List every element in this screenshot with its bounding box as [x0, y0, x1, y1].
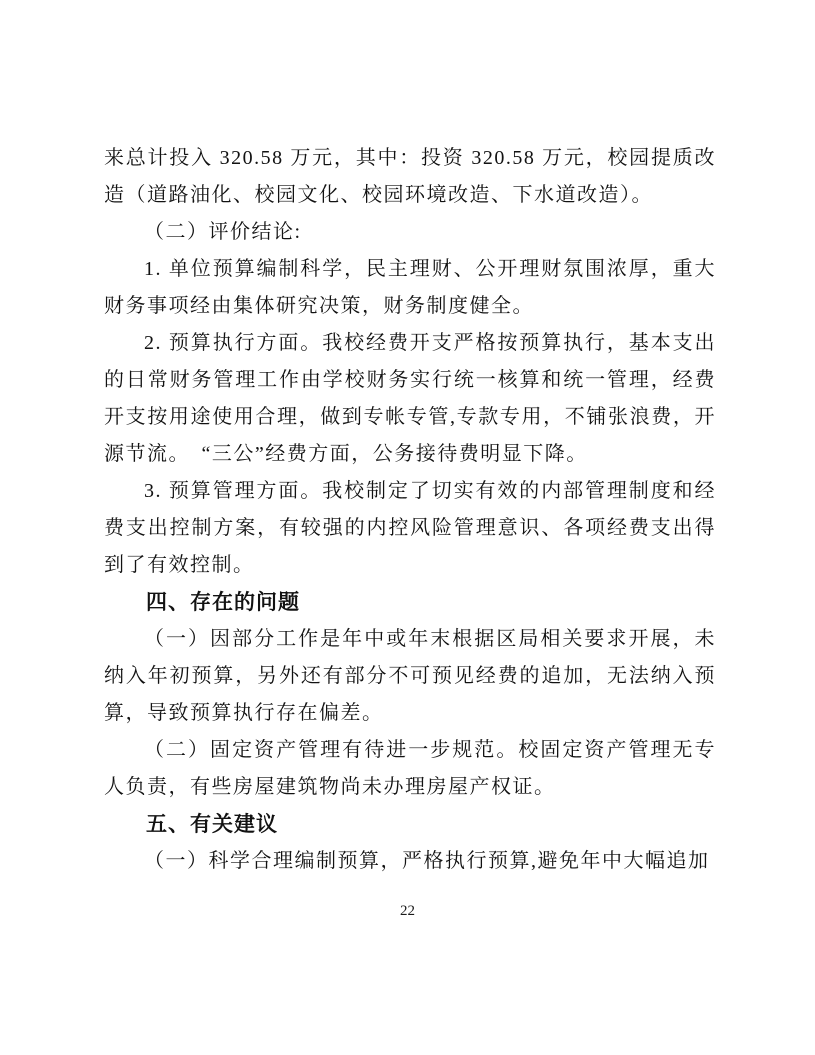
text-block [104, 140, 716, 880]
paragraph: （二）固定资产管理有待进一步规范。校固定资产管理无专人负责，有些房屋建筑物尚未办理房屋产权证。 [104, 739, 716, 798]
paragraph: （二）评价结论: [144, 221, 302, 243]
page-number: 22 [400, 903, 415, 919]
section-heading: 四、存在的问题 [146, 591, 300, 614]
paragraph: 来总计投入 320.58 万元，其中：投资 320.58 万元，校园提质改造（道路油化、校园文化、校园环境改造、下水道改造）。 [104, 147, 716, 206]
paragraph: 3. 预算管理方面。我校制定了切实有效的内部管理制度和经费支出控制方案，有较强的内控风险管理意识、各项经费支出得到了有效控制。 [104, 480, 716, 576]
paragraph: 1. 单位预算编制科学，民主理财、公开理财氛围浓厚，重大财务事项经由集体研究决策，财务制度健全。 [104, 258, 716, 317]
paragraph: 2. 预算执行方面。我校经费开支严格按预算执行，基本支出的日常财务管理工作由学校财务实行统一核算和统一管理，经费开支按用途使用合理，做到专帐专管,专款专用，不铺张浪费，开源节流。 “三公”经费方面，公务接待费明显下降。 [104, 332, 716, 465]
paragraph: （一）科学合理编制预算，严格执行预算,避免年中大幅追加 [144, 850, 710, 872]
section-heading: 五、有关建议 [146, 813, 278, 836]
paragraph: （一）因部分工作是年中或年末根据区局相关要求开展，未纳入年初预算，另外还有部分不可预见经费的追加，无法纳入预算，导致预算执行存在偏差。 [104, 628, 716, 724]
